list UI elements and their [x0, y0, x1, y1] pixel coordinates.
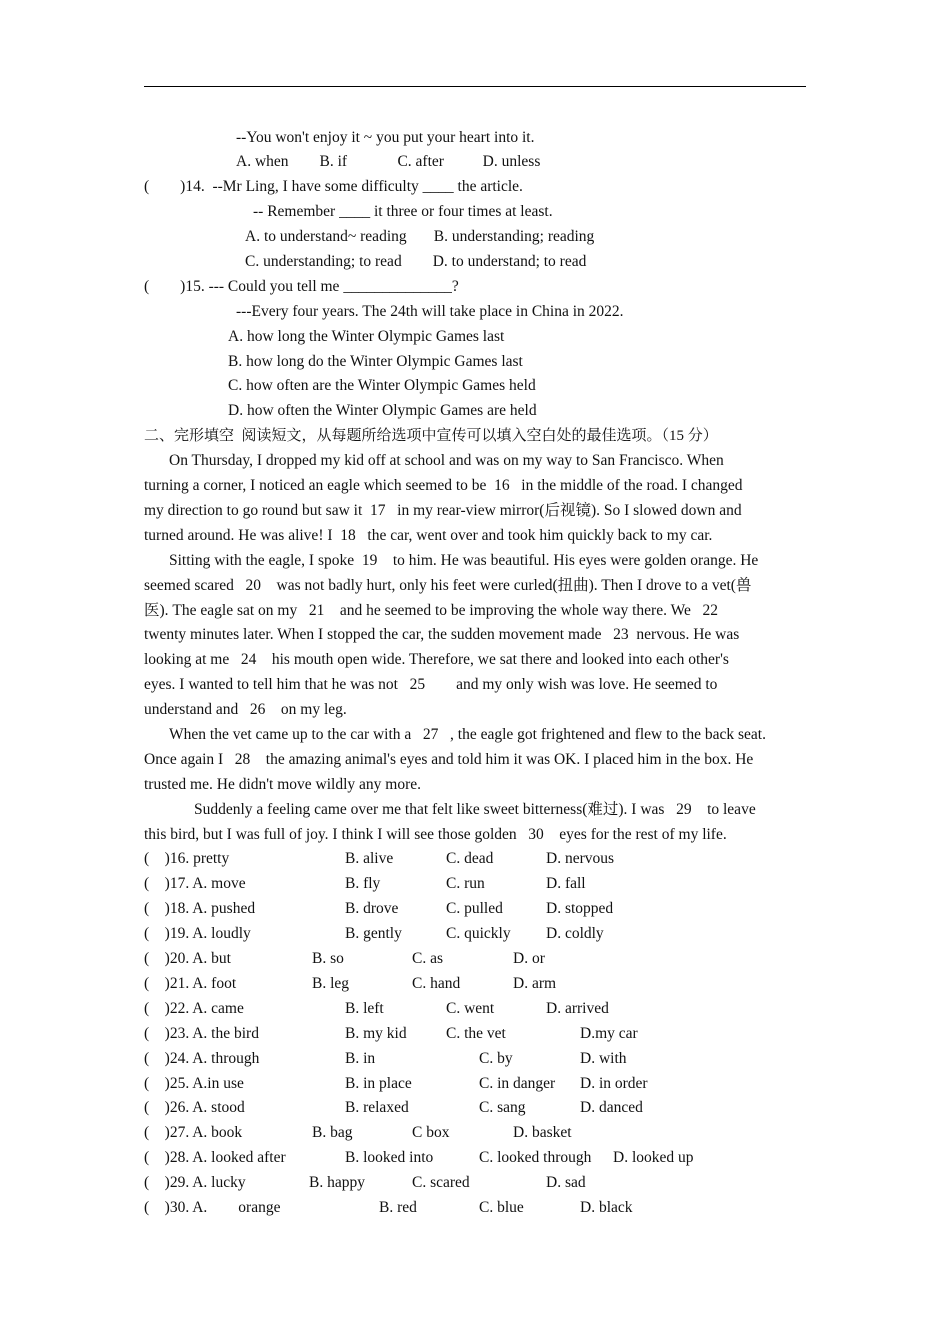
option-b: B. in	[345, 1050, 376, 1067]
option-num: ( )19. A. loudly	[144, 925, 251, 942]
q15-option-a: A. how long the Winter Olympic Games last	[228, 328, 505, 345]
option-c: C. scared	[412, 1174, 470, 1191]
q15-option-d: D. how often the Winter Olympic Games are held	[228, 402, 537, 419]
passage-line: On Thursday, I dropped my kid off at school and was on my way to San Francisco. When	[169, 452, 724, 469]
passage-line: trusted me. He didn't move wildly any more.	[144, 776, 422, 793]
option-c: C. as	[412, 950, 443, 967]
option-num: ( )17. A. move	[144, 875, 246, 892]
q13-options: A. when B. if C. after D. unless	[236, 153, 541, 170]
passage-line: understand and 26 on my leg.	[144, 701, 347, 718]
option-c: C. pulled	[446, 900, 503, 917]
option-d: D. fall	[546, 875, 586, 892]
option-d: D. nervous	[546, 850, 615, 867]
option-d: D. in order	[580, 1075, 648, 1092]
option-num: ( )23. A. the bird	[144, 1025, 259, 1042]
q15-stem: ( )15. --- Could you tell me ______________?	[144, 278, 459, 295]
q14-stem: ( )14. --Mr Ling, I have some difficulty ____ the article.	[144, 178, 523, 195]
option-d: D. danced	[580, 1099, 643, 1116]
passage-line: my direction to go round but saw it 17 in my rear-view mirror(后视镜). So I slowed down and	[144, 502, 742, 519]
passage-line: Once again I 28 the amazing animal's eyes and told him it was OK. I placed him in the box. He	[144, 751, 754, 768]
option-d: D. or	[513, 950, 545, 967]
option-b: B. gently	[345, 925, 402, 942]
passage-line: seemed scared 20 was not badly hurt, only his feet were curled(扭曲). Then I drove to a vet(兽	[144, 577, 752, 594]
option-num: ( )30. A. orange	[144, 1199, 281, 1216]
option-num: ( )20. A. but	[144, 950, 231, 967]
option-b: B. left	[345, 1000, 384, 1017]
option-c: C. the vet	[446, 1025, 506, 1042]
passage-line: When the vet came up to the car with a 27 , the eagle got frightened and flew to the back seat.	[169, 726, 766, 743]
passage-line: looking at me 24 his mouth open wide. Therefore, we sat there and looked into each other's	[144, 651, 729, 668]
option-num: ( )22. A. came	[144, 1000, 244, 1017]
option-c: C. went	[446, 1000, 495, 1017]
option-b: B. leg	[312, 975, 350, 992]
option-d: D. sad	[546, 1174, 586, 1191]
option-c: C. hand	[412, 975, 461, 992]
q15-option-c: C. how often are the Winter Olympic Games held	[228, 377, 536, 394]
q13-answer-line: --You won't enjoy it ~ you put your heart into it.	[236, 129, 535, 146]
option-d: D. black	[580, 1199, 633, 1216]
option-num: ( )16. pretty	[144, 850, 230, 867]
option-c: C. in danger	[479, 1075, 556, 1092]
q15-answer-line: ---Every four years. The 24th will take place in China in 2022.	[236, 303, 624, 320]
option-c: C. by	[479, 1050, 513, 1067]
option-c: C box	[412, 1124, 450, 1141]
passage-line: eyes. I wanted to tell him that he was not 25 and my only wish was love. He seemed to	[144, 676, 718, 693]
option-num: ( )24. A. through	[144, 1050, 260, 1067]
passage-line: Suddenly a feeling came over me that felt like sweet bitterness(难过). I was 29 to leave	[194, 801, 756, 818]
option-c: C. sang	[479, 1099, 526, 1116]
option-c: C. run	[446, 875, 485, 892]
option-d: D.my car	[580, 1025, 638, 1042]
option-b: B. relaxed	[345, 1099, 409, 1116]
option-c: C. dead	[446, 850, 494, 867]
option-b: B. looked into	[345, 1149, 434, 1166]
option-num: ( )28. A. looked after	[144, 1149, 286, 1166]
option-d: D. stopped	[546, 900, 614, 917]
q14-options-ab: A. to understand~ reading B. understanding; reading	[245, 228, 595, 245]
section-2-heading: 二、完形填空 阅读短文，从每题所给选项中宣传可以填入空白处的最佳选项。（15 分）	[144, 428, 718, 444]
passage-line: twenty minutes later. When I stopped the car, the sudden movement made 23 nervous. He was	[144, 626, 740, 643]
option-d: D. arm	[513, 975, 557, 992]
option-b: B. in place	[345, 1075, 412, 1092]
option-b: B. happy	[309, 1174, 365, 1191]
passage-line: 医). The eagle sat on my 21 and he seemed to be improving the whole way there. We 22	[144, 602, 718, 619]
option-num: ( )26. A. stood	[144, 1099, 245, 1116]
option-d: D. coldly	[546, 925, 604, 942]
passage-line: turned around. He was alive! I 18 the car, went over and took him quickly back to my car.	[144, 527, 713, 544]
option-b: B. drove	[345, 900, 399, 917]
q15-option-b: B. how long do the Winter Olympic Games last	[228, 353, 523, 370]
option-num: ( )18. A. pushed	[144, 900, 256, 917]
option-b: B. red	[379, 1199, 417, 1216]
option-b: B. fly	[345, 875, 381, 892]
option-c: C. quickly	[446, 925, 511, 942]
passage-line: Sitting with the eagle, I spoke 19 to him. He was beautiful. His eyes were golden orange. He	[169, 552, 759, 569]
option-d: D. basket	[513, 1124, 572, 1141]
passage-line: this bird, but I was full of joy. I think I will see those golden 30 eyes for the rest of my life.	[144, 826, 727, 843]
option-b: B. my kid	[345, 1025, 407, 1042]
q14-options-cd: C. understanding; to read D. to understand; to read	[245, 253, 587, 270]
option-b: B. so	[312, 950, 344, 967]
header-rule	[144, 86, 806, 87]
option-num: ( )25. A.in use	[144, 1075, 244, 1092]
option-num: ( )27. A. book	[144, 1124, 243, 1141]
option-num: ( )29. A. lucky	[144, 1174, 246, 1191]
option-b: B. alive	[345, 850, 394, 867]
option-d: D. looked up	[613, 1149, 694, 1166]
option-b: B. bag	[312, 1124, 353, 1141]
option-d: D. with	[580, 1050, 627, 1067]
option-c: C. blue	[479, 1199, 524, 1216]
passage-line: turning a corner, I noticed an eagle which seemed to be 16 in the middle of the road. I changed	[144, 477, 743, 494]
q14-answer-line: -- Remember ____ it three or four times at least.	[253, 203, 553, 220]
option-c: C. looked through	[479, 1149, 592, 1166]
option-d: D. arrived	[546, 1000, 609, 1017]
option-num: ( )21. A. foot	[144, 975, 237, 992]
